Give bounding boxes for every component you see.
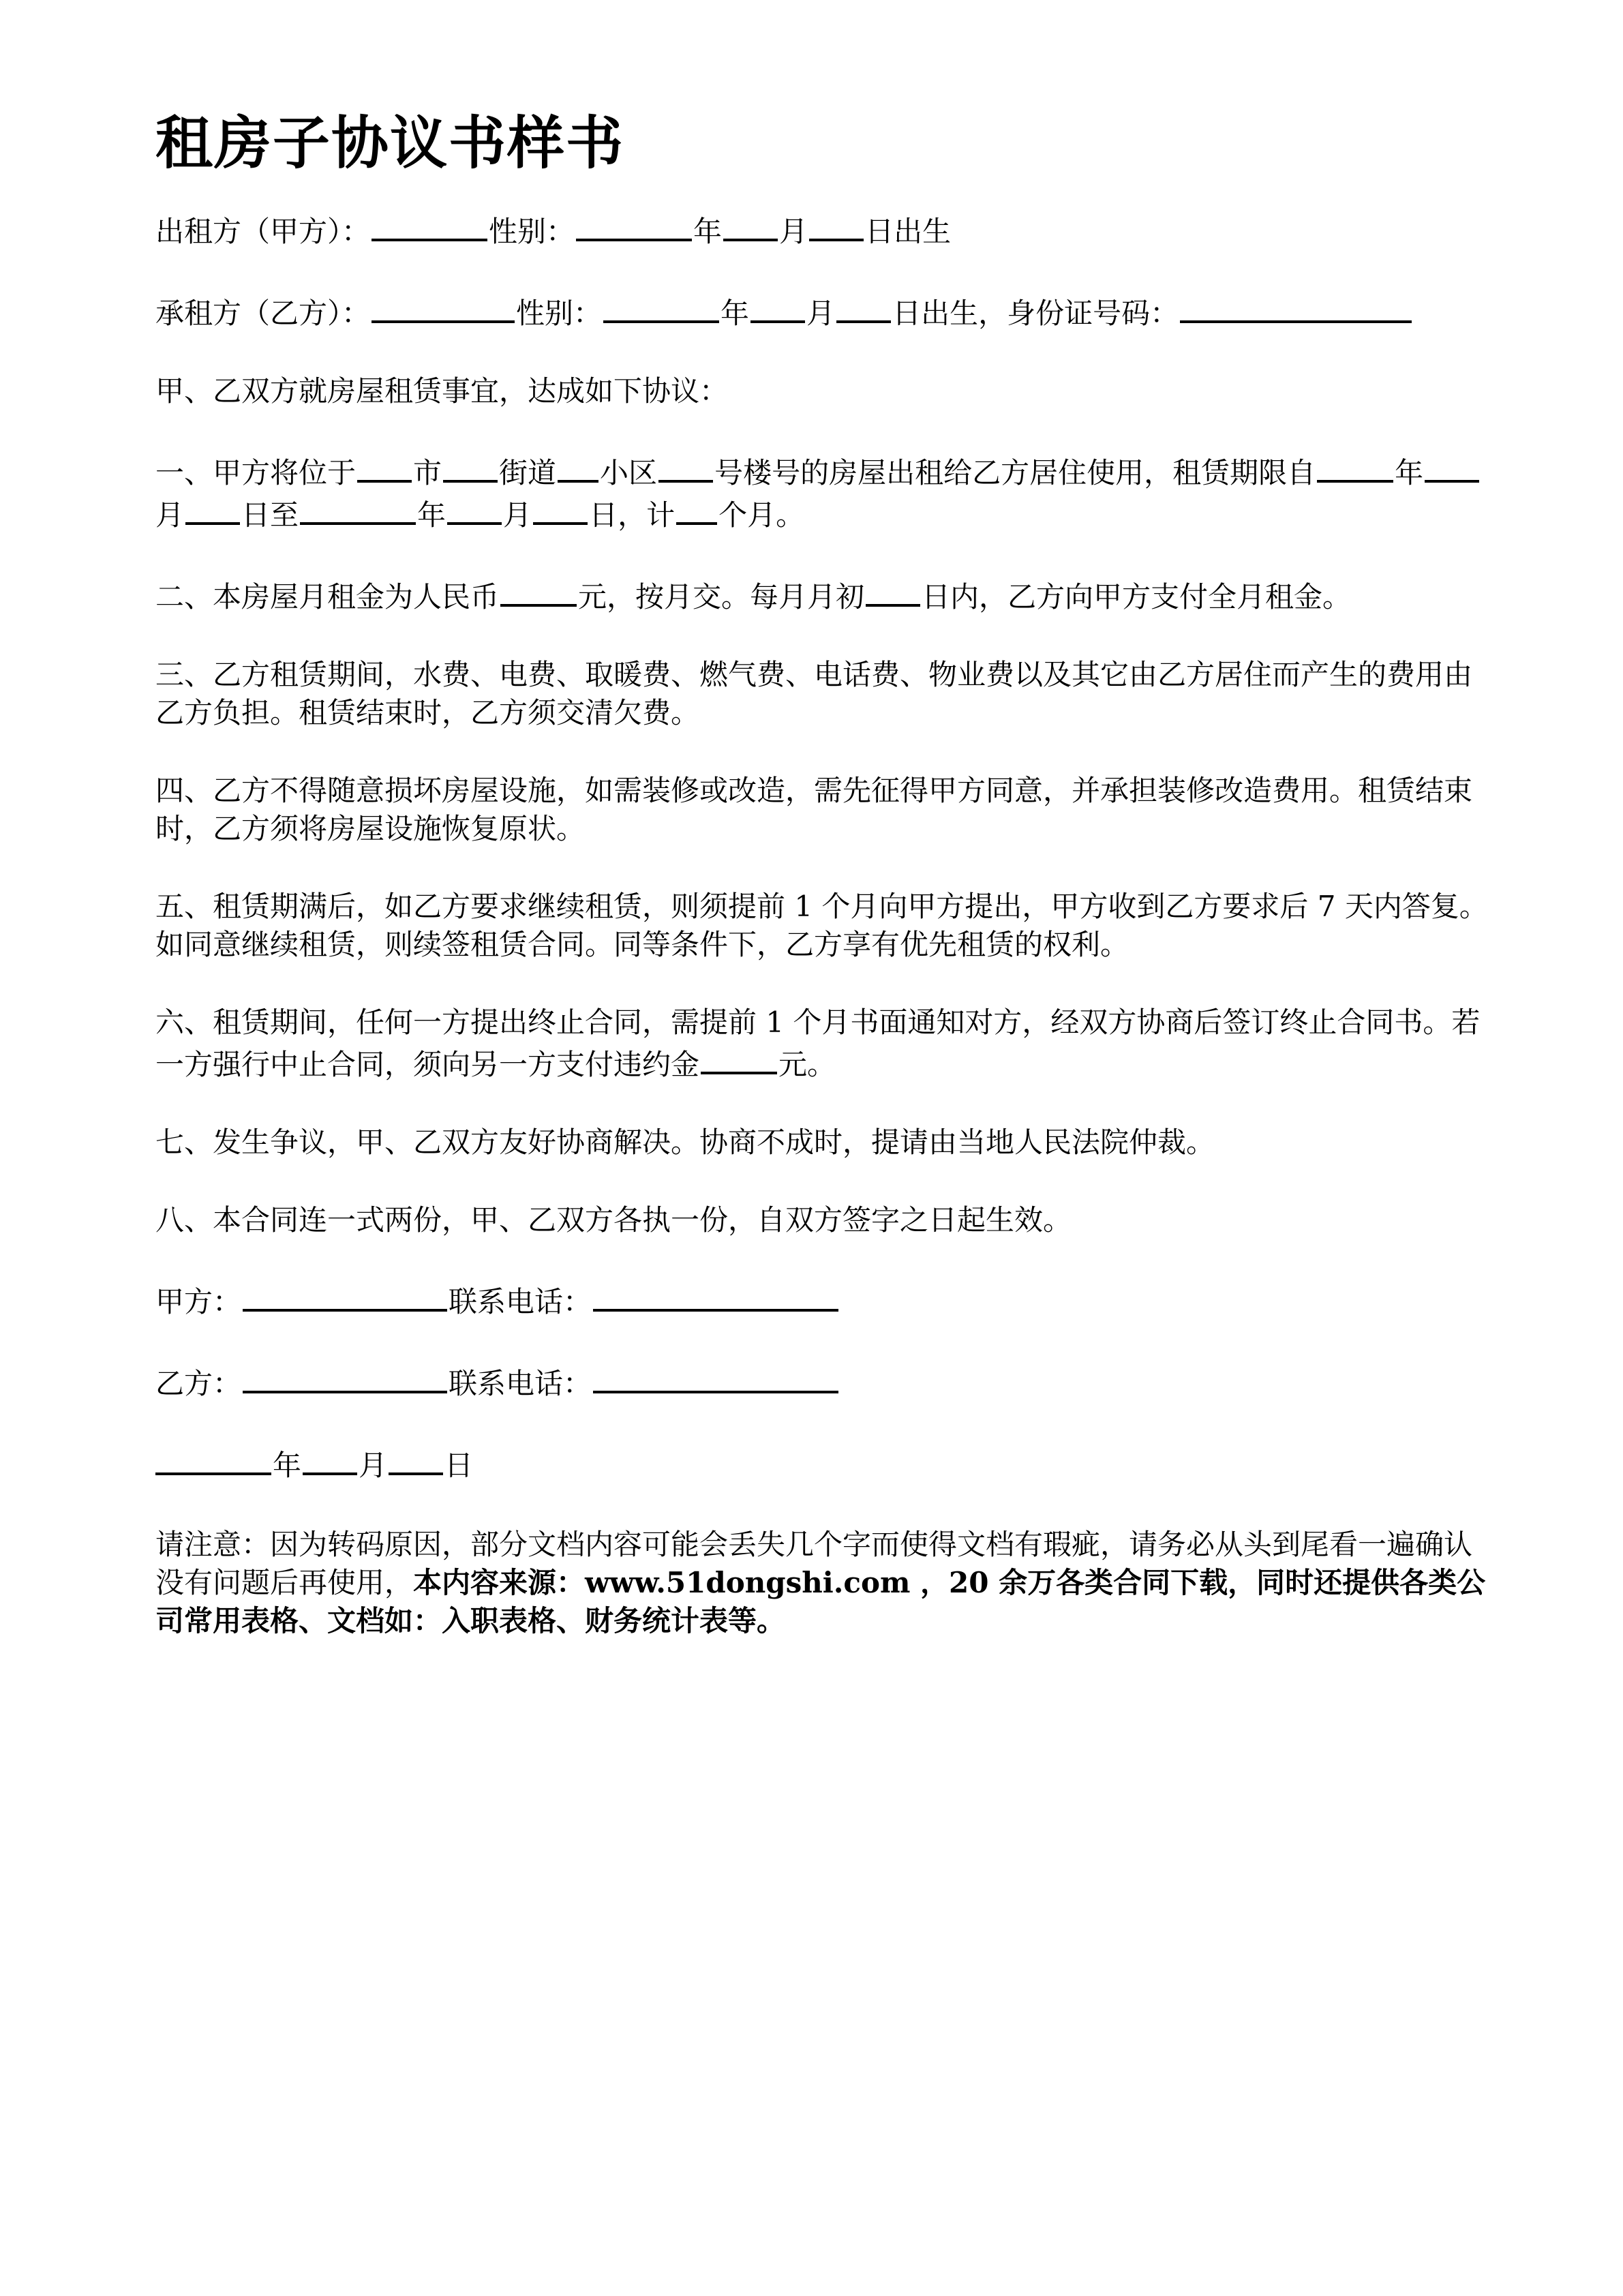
clause-1-community: 小区 — [600, 456, 658, 489]
clause-1-month2: 月 — [503, 498, 532, 532]
pay-day-blank — [866, 574, 920, 607]
end-month-blank — [447, 492, 502, 525]
signature-party-b — [155, 1361, 1491, 1403]
clause-4: 四、乙方不得随意损坏房屋设施，如需装修或改造，需先征得甲方同意，并承担装修改造费用。租赁结束时，乙方须将房屋设施恢复原状。 — [155, 774, 1473, 845]
lessor-line — [155, 209, 1491, 251]
clause-7: 七、发生争议，甲、乙双方友好协商解决。协商不成时，提请由当地人民法院仲裁。 — [155, 1126, 1215, 1159]
clause-1-months: 个月。 — [718, 498, 805, 532]
lessee-year-blank — [750, 290, 805, 323]
end-year-blank — [300, 492, 416, 525]
sign-year-blank — [155, 1442, 271, 1475]
end-day-blank — [533, 492, 588, 525]
clause-2-text-a: 二、本房屋月租金为人民币 — [155, 580, 500, 614]
clause-2 — [155, 574, 1491, 616]
notice-source-bold: 本内容来源：www.51dongshi.com ，20 余万各类合同下载，同时还提供各类公司常用表格、文档如：入职表格、财务统计表等。 — [155, 1566, 1486, 1637]
intro-paragraph: 甲、乙双方就房屋租赁事宜，达成如下协议： — [155, 374, 729, 408]
lessee-year-label: 年 — [721, 297, 750, 330]
clause-1-year: 年 — [1395, 456, 1424, 489]
signing-date — [155, 1442, 1491, 1485]
clause-1-year2: 年 — [417, 498, 446, 532]
lessee-month-blank — [836, 290, 891, 323]
clause-6-text-a: 六、租赁期间，任何一方提出终止合同，需提前 1 个月书面通知对方，经双方协商后签订终止合同书。若一方强行中止合同，须向另一方支付违约金 — [155, 1006, 1481, 1081]
clause-5: 五、租赁期满后，如乙方要求继续租赁，则须提前 1 个月向甲方提出，甲方收到乙方要求后 7 天内答复。如同意继续租赁，则续签租赁合同。同等条件下，乙方享有优先租赁的权利。 — [155, 890, 1488, 961]
start-day-blank — [185, 492, 240, 525]
lessee-month-label: 月 — [806, 297, 836, 330]
document-page — [155, 102, 1491, 1680]
party-a-phone-blank — [593, 1279, 838, 1312]
party-b-phone-blank — [593, 1361, 838, 1393]
rent-amount-blank — [500, 574, 577, 607]
street-blank — [443, 450, 498, 483]
lessee-id-blank — [1180, 290, 1412, 323]
lessor-gender-label: 性别： — [489, 215, 575, 248]
sign-day-label: 日 — [444, 1449, 474, 1482]
lessor-label: 出租方（甲方）： — [155, 215, 371, 248]
community-blank — [558, 450, 598, 483]
start-year-blank — [1317, 450, 1393, 483]
document-title: 租房子协议书样书 — [155, 110, 625, 177]
clause-1-city: 市 — [413, 456, 442, 489]
lessee-gender-blank — [603, 290, 719, 323]
lessor-gender-blank — [576, 209, 692, 241]
clause-6 — [155, 1003, 1491, 1084]
notice-text: 请注意：因为转码原因，部分文档内容可能会丢失几个字而使得文档有瑕疵，请务必从头到尾看一遍确认没有问题后再使用， — [155, 1528, 1473, 1599]
penalty-blank — [701, 1042, 777, 1074]
party-a-phone-label: 联系电话： — [449, 1285, 592, 1318]
lessor-month-label: 月 — [779, 215, 808, 248]
signature-party-a — [155, 1279, 1491, 1321]
start-month-blank — [1425, 450, 1479, 483]
clause-1-building: 号楼号的房屋出租给乙方居住使用，租赁期限自 — [714, 456, 1316, 489]
months-blank — [676, 492, 717, 525]
sign-month-label: 月 — [359, 1449, 388, 1482]
party-a-label: 甲方： — [155, 1285, 242, 1318]
lessor-year-label: 年 — [693, 215, 723, 248]
sign-day-blank — [389, 1442, 443, 1475]
city-blank — [357, 450, 412, 483]
clause-2-text-b: 元，按月交。每月月初 — [578, 580, 865, 614]
building-blank — [658, 450, 713, 483]
clause-1 — [155, 450, 1491, 534]
lessee-line — [155, 290, 1491, 333]
source-notice — [155, 1526, 1491, 1640]
party-b-phone-label: 联系电话： — [449, 1367, 592, 1400]
clause-3: 三、乙方租赁期间，水费、电费、取暖费、燃气费、电话费、物业费以及其它由乙方居住而产生的费用由乙方负担。租赁结束时，乙方须交清欠费。 — [155, 658, 1473, 729]
lessee-gender-label: 性别： — [516, 297, 603, 330]
lessee-name-blank — [371, 290, 515, 323]
clause-1-text-a: 一、甲方将位于 — [155, 456, 357, 489]
party-b-label: 乙方： — [155, 1367, 242, 1400]
clause-2-text-c: 日内，乙方向甲方支付全月租金。 — [922, 580, 1352, 614]
lessor-year-blank — [723, 209, 778, 241]
party-b-signature-blank — [243, 1361, 447, 1393]
clause-1-month: 月 — [155, 498, 185, 532]
sign-year-label: 年 — [273, 1449, 302, 1482]
clause-1-day-to: 日至 — [241, 498, 299, 532]
lessee-born-label: 日出生，身份证号码： — [892, 297, 1179, 330]
lessor-born-label: 日出生 — [865, 215, 952, 248]
party-a-signature-blank — [243, 1279, 447, 1312]
clause-8: 八、本合同连一式两份，甲、乙双方各执一份，自双方签字之日起生效。 — [155, 1203, 1072, 1237]
clause-1-street: 街道 — [499, 456, 557, 489]
sign-month-blank — [303, 1442, 357, 1475]
lessor-name-blank — [371, 209, 487, 241]
lessor-month-blank — [809, 209, 864, 241]
clause-1-day2: 日，计 — [589, 498, 676, 532]
clause-6-text-b: 元。 — [778, 1048, 836, 1081]
lessee-label: 承租方（乙方）： — [155, 297, 371, 330]
